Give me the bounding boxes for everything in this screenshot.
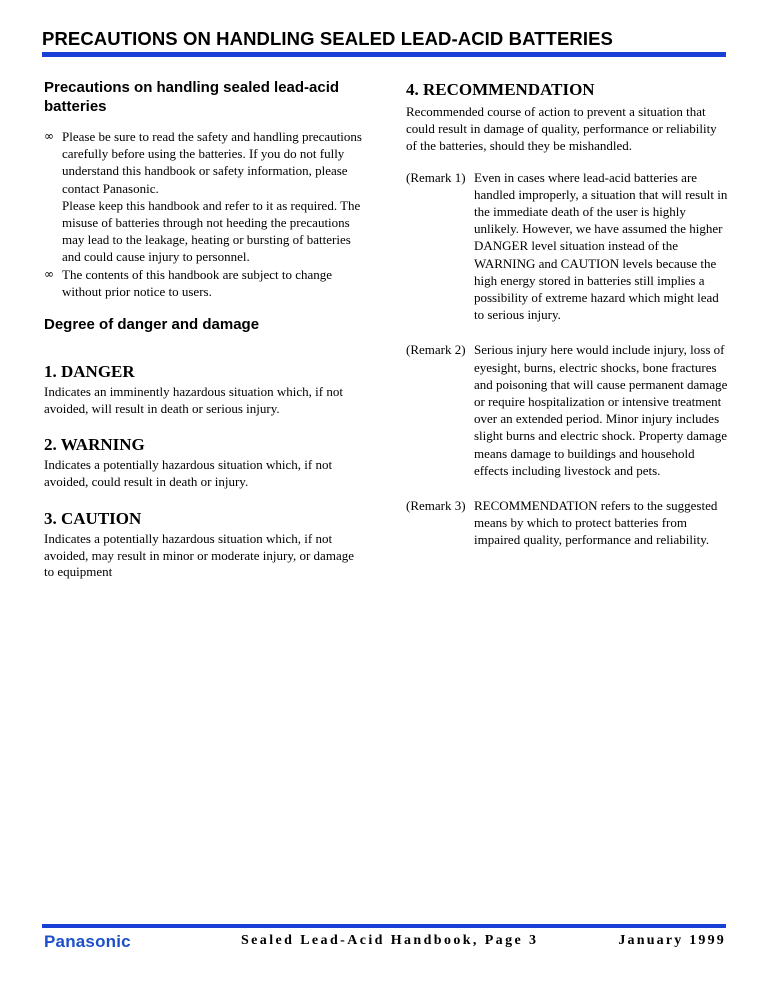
footer-page-label: Sealed Lead-Acid Handbook, Page 3: [241, 933, 539, 948]
warning-description: Indicates a potentially hazardous situation which, if not avoided, could result in death or injury.: [44, 457, 333, 489]
intro-heading: Precautions on handling sealed lead-acid batteries: [44, 79, 340, 115]
danger-section: [44, 362, 364, 417]
footer-date: January 1999: [618, 933, 726, 948]
panasonic-logo: Panasonic: [44, 932, 131, 951]
list-item: [44, 128, 364, 266]
recommendation-heading: 4. RECOMMENDATION: [406, 80, 595, 99]
remark-label: (Remark 1): [406, 169, 466, 185]
remark-text: RECOMMENDATION refers to the suggested means by which to protect batteries from impaired quality, performance and reliability.: [474, 498, 718, 548]
remark-label: (Remark 3): [406, 498, 466, 514]
infinity-bullet-icon: ∞: [44, 266, 54, 281]
bullet-text: Please be sure to read the safety and handling precautions carefully before using the batteries. If you do not fully understand this handbook or safety information, please contact Panasonic.: [62, 129, 362, 196]
infinity-bullet-icon: ∞: [44, 129, 54, 143]
bullet-continuation: Please keep this handbook and refer to it as required. The misuse of batteries through not heeding the precautions may lead to the leakage, heating or bursting of batteries and could cause injury to personnel.: [62, 197, 361, 265]
remark-1: [406, 169, 728, 324]
right-column: [406, 80, 728, 549]
danger-heading: 1. DANGER: [44, 362, 135, 382]
page-title: PRECAUTIONS ON HANDLING SEALED LEAD-ACID BATTERIES: [42, 28, 613, 49]
list-item: [44, 266, 364, 300]
warning-heading: 2. WARNING: [44, 435, 145, 455]
bullet-text: The contents of this handbook are subject to change without prior notice to users.: [62, 266, 333, 299]
remark-text: Even in cases where lead-acid batteries are handled improperly, a situation that will result in the immediate death of the user is highly unlikely. However, we have assumed the higher DANGER level situation instead of the WARNING and CAUTION levels because the high energy stored in batteries still implies a possibility of extreme hazard which might lead to serious injury.: [474, 169, 728, 323]
warning-section: [44, 435, 364, 490]
precaution-list: [44, 128, 364, 300]
caution-heading: 3. CAUTION: [44, 509, 142, 529]
caution-description: Indicates a potentially hazardous situation which, if not avoided, may result in minor or moderate injury, or damage to equipment: [44, 531, 354, 580]
header-divider: [42, 52, 726, 57]
remark-label: (Remark 2): [406, 342, 466, 358]
caution-section: [44, 509, 364, 581]
remark-3: [406, 497, 728, 549]
danger-description: Indicates an imminently hazardous situation which, if not avoided, will result in death or serious injury.: [44, 384, 343, 416]
remark-text: Serious injury here would include injury, loss of eyesight, burns, electric shocks, bone fractures and poisoning that will cause permanent damage or require hospitalization or intensive treatment over an extended period. Minor injury includes slight burns and electric shock. Property damage means damage to buildings and household effects including livestock and pets.: [474, 342, 728, 478]
remark-2: [406, 341, 728, 479]
degree-heading: Degree of danger and damage: [44, 316, 260, 334]
footer-divider: [42, 924, 726, 928]
left-column: [44, 78, 364, 581]
recommendation-description: Recommended course of action to prevent a situation that could result in damage of quality, performance or reliability of the batteries, should they be mishandled.: [406, 104, 717, 154]
